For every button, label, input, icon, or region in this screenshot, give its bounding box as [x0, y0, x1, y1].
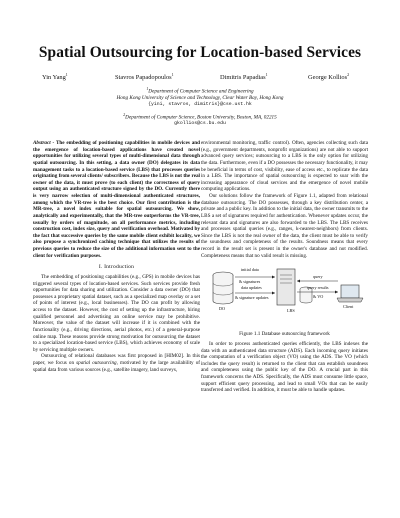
figure-label: DO	[219, 306, 226, 312]
paper-title: Spatial Outsourcing for Location-based Services	[38, 44, 362, 61]
left-column	[33, 140, 200, 373]
do-database-icon	[213, 272, 233, 304]
paragraph: Outsourcing of relational databases was first proposed in [HIM02]. In this paper, we focus on spatial outsourcing, motivated by the large availability of spatial data from various sources (e.g., satellite imagery, land surveys,	[33, 353, 201, 373]
abstract: Abstract - The embedding of positioning capabilities in mobile devices and the emergence of location-based applications have created novel opportunities for utilizing several types of multi-dimensional data through spatial outsourcing. In this setting, a data owner (DO) delegates its data management tasks to a location-based service (LBS) that processes queries originating from several clients/ subscribers. Because the LBS is not the real owner of the data, it must prove (to each client) the correctness of query output using an authenticated structure signed by the DO. Currently there is very narrow selection of multi-dimensional authenticated structures, among which the VR-tree is the best choice. Our first contribution is the MR-tree, a novel index suitable for spatial outsourcing. We show, analytically and experimentally, that the MR-tree outperforms the VR-tree, usually by orders of magnitude, on all performance metrics, including construction cost, index size, query and verification overhead. Motivated by the fact that successive queries by the same mobile client exhibit locality, we also propose a synchronized caching technique that utilizes the results of previous queries to reduce the size of the additional information sent to the client for verification purposes.	[33, 140, 200, 259]
paragraph: environmental monitoring, traffic control). Often, agencies collecting such data (e.g., government departments, nonprofit organizations) are not able to support advanced query services; outsourcing to a LBS is the only option for utilizing the data. Furthermore, even if a DO possesses the necessary functionality, it may be beneficial in terms of cost, visibility, ease of access etc., to replicate the data in a LBS. The importance of spatial outsourcing is expected to soar with the increasing appearance of cloud services and the emergence of novel mobile computing applications.	[201, 140, 368, 193]
right-column	[201, 140, 368, 394]
affiliation-1: $^1$Department of Computer Science and Engineering Hong Kong University of Science and Technology, Clear Water Bay, Hong Kong {yini, stavros, dimitris}@cse.ust.hk	[0, 86, 400, 109]
framework-diagram	[201, 261, 368, 329]
paragraph: Our solutions follow the framework of Figure 1.1, adapted from relational database outsourcing. The DO possesses, through a key distribution center, a private and a public key. In addition to the initial data, the owner transmits to the LBS a set of signatures required for authentication. Whenever updates occur, the relevant data and signatures are also forwarded to the LBS. The LBS receives and processes spatial queries (e.g., ranges, k-nearest-neighbors) from clients. Since the LBS is not the real owner of the data, the client must be able to verify the soundness and completeness of the results. Soundness means that every record in the result set is present in the owner's database and not modified. Completeness means that no valid result is missing.	[201, 193, 368, 259]
author-name: Dimitris Papadias$^1$	[220, 72, 268, 82]
figure-label: initial data	[241, 267, 259, 273]
figure-caption: Figure 1.1 Database outsourcing framework	[239, 331, 330, 338]
figure-label: query	[313, 274, 323, 280]
paragraph: The embedding of positioning capabilities (e.g., GPS) in mobile devices has triggered several types of location-based services. Such services provide fresh opportunities for data sharing and utilization. Consider a data owner (DO) that possesses a proprietary spatial dataset, such as a specialized map overlay or a set of points of interest (e.g., local businesses). The DO can profit by allowing access to the dataset. However, the cost of setting up the infrastructure, hiring qualified personnel and advertising an online service may be prohibitive. Moreover, the value of the dataset will increase if it is combined with the functionality (e.g., driving directions, aerial photos, etc.) of a general-purpose online map. These reasons provide strong motivation for outsourcing the dataset to a specialized location-based service (LBS), which achieves economy of scale by servicing multiple owners.	[33, 273, 200, 353]
figure-label: data updates	[241, 285, 262, 291]
figure-label: & VO	[313, 294, 324, 300]
author-list	[30, 72, 370, 83]
figure-label: & signatures	[239, 279, 261, 285]
figure-label: & signature updates	[235, 295, 269, 301]
figure-label: LBS	[287, 308, 295, 314]
affiliation-2: $^2$Department of Computer Science, Boston University, Boston, MA, 02215 gkollios@cs.bu.edu	[0, 112, 400, 128]
email: gkollios@cs.bu.edu	[174, 121, 226, 127]
figure-label: Client	[343, 304, 354, 310]
section-heading: I. Introduction	[98, 264, 135, 271]
client-laptop-icon	[337, 285, 363, 302]
framework-figure	[201, 261, 368, 329]
author-name: Yin Yang$^1$	[42, 72, 68, 82]
author-name: George Kollios$^2$	[308, 72, 350, 82]
figure-label: query results	[307, 285, 329, 291]
paragraph: In order to process authenticated queries efficiently, the LBS indexes the data with an authenticated data structure (ADS). Each incoming query initiates the computation of a verification object (VO) using the ADS. The VO (which includes the query result) is returned to the client that can establish soundness and completeness using the public key of the DO. A crucial part in this framework concerns the ADS. Specifically, the ADS must consume little space, support efficient query processing, and lead to small VOs that can be easily transferred and verified. In addition, it must be able to handle updates.	[201, 340, 368, 394]
email: {yini, stavros, dimitris}@cse.ust.hk	[148, 101, 252, 107]
author-name: Stavros Papadopoulos$^1$	[115, 72, 174, 82]
